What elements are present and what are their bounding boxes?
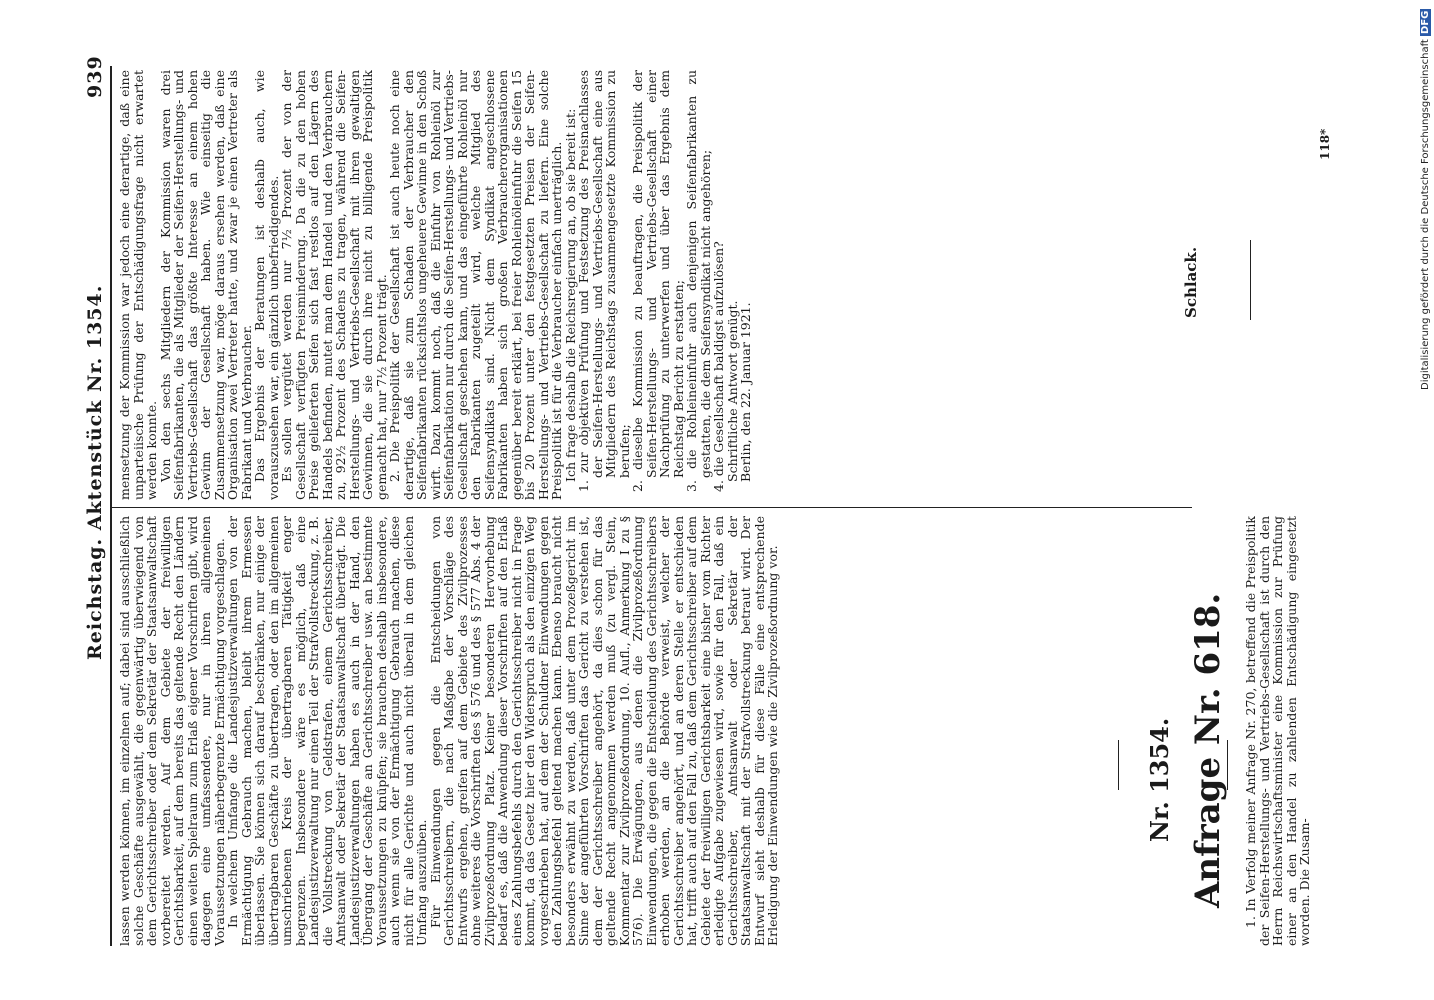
anfrage-text: [1244, 516, 1364, 946]
list-item: 1. zur objektiven Prüfung und Festsetzung des Preisnachlasses der Seifen-Herstellungs- und Vertriebs-Gesellschaft eine aus Mitgliedern des Reichstags zusammengesetzte Kommission zu berufen;: [576, 70, 632, 492]
page-number: 939: [84, 55, 106, 98]
column-divider: [112, 507, 1192, 508]
answer-note: Schriftliche Antwort genügt.: [724, 300, 740, 482]
paragraph: mensetzung der Kommission war jedoch eine derartige, daß eine unparteiische Prüfung der Entschädigungsfrage nicht erwartet werden konnte.: [117, 70, 159, 500]
paragraph: 1. In Verfolg meiner Anfrage Nr. 270, betreffend die Preispolitik der Seifen-Herstellungs- und Vertriebs-Gesellschaft ist durch den Herrn Reichswirtschaftsminister eine Kommission zur Prüfung einer an den Handel zu zahlenden Entschädigung eingesetzt worden. Die Zusam-: [1243, 516, 1312, 946]
signature: Schlack.: [1182, 246, 1200, 318]
paragraph: Von den sechs Mitgliedern der Kommission waren drei Seifenfabrikanten, die als Mitglieder der Seifen-Herstellungs- und Vertriebs-Gesellschaft das größte Interesse an einem hohen Gewinn der Gesellschaft haben. Wie einseitig die Zusammensetzung war, möge daraus ersehen werden, daß eine Organisation zwei Vertreter hatte, und zwar je einen Vertreter als Fabrikant und Verbraucher.: [157, 70, 254, 500]
right-column: [118, 70, 1218, 500]
running-head: Reichstag. Aktenstück Nr. 1354.: [84, 284, 106, 660]
rule-short: [1118, 740, 1119, 790]
paragraph: 2. Die Preispolitik der Gesellschaft ist auch heute noch eine derartige, daß sie zum Schaden der Verbraucher den Seifenfabrikanten rücksichtslos ungeheuere Gewinne in den Schoß wirft. Dazu kommt noch, daß die Einfuhr von Rohleinöl zur Seifenfabrikation nur durch die Seifen-Herstellungs- und Vertriebs-Gesellschaft geschehen kann, und das eingeführte Rohleinöl nur den Fabrikanten zugeteilt wird, welche Mitglied des Seifensyndikats sind. Nicht dem Syndikat angeschlossene Fabrikanten haben sich großen Verbraucherorganisationen gegenüber bereit erklärt, bei freier Rohleinöleinfuhr die Seifen 15 bis 20 Prozent unter den festgesetzten Preisen der Seifen-Herstellungs- und Vertriebs-Gesellschaft zu liefern. Eine solche Preispolitik ist für die Verbraucher einfach unerträglich.: [387, 70, 564, 500]
list-item: 3. die Rohleineinfuhr auch denjenigen Seifenfabrikanten zu gestatten, die dem Seifensyndikat nicht angehören;: [684, 70, 713, 492]
paragraph: Das Ergebnis der Beratungen ist deshalb auch, wie vorauszusehen war, ein gänzlich unbefriedigendes.: [252, 70, 281, 500]
paragraph: In welchem Umfange die Landesjustizverwaltungen von der Ermächtigung Gebrauch machen, bleibt ihrem Ermessen überlassen. Sie können sich darauf beschränken, nur einige der übertragbaren Geschäfte zu übertragen, oder den im allgemeinen umschriebenen Kreis der übertragbaren Tätigkeit enger begrenzen. Insbesondere wäre es möglich, daß eine Landesjustizverwaltung nur einen Teil der Strafvollstreckung, z. B. die Vollstreckung von Geldstrafen, einem Gerichtsschreiber, Amtsanwalt oder Sekretär der Staatsanwaltschaft überträgt. Die Landesjustizverwaltungen haben es auch in der Hand, den Übergang der Geschäfte an Gerichtsschreiber usw. an bestimmte Voraussetzungen zu knüpfen; sie brauchen deshalb insbesondere, auch wenn sie von der Ermächtigung Gebrauch machen, diese nicht für alle Gerichte und auch nicht überall in dem gleichen Umfang auszuüben.: [225, 516, 429, 946]
dfg-logo: DFG: [1420, 10, 1431, 34]
sheet-mark: 118*: [1318, 128, 1332, 160]
date-line: Berlin, den 22. Januar 1921.: [738, 302, 753, 482]
paragraph: Für Einwendungen gegen die Entscheidungen von Gerichtsschreibern, die nach Maßgabe der Vorschläge des Entwurfs ergehen, greifen auf dem Gebiete des Zivilprozesses ohne weiteres die Vorschriften des § 576 und des § 577 Abs. 4 der Zivilprozeßordnung Platz. Keiner besonderen Hervorhebung bedarf es, daß die Anwendung dieser Vorschriften auf den Erlaß eines Zahlungsbefehls durch den Gerichtsschreiber nicht in Frage kommt, da das Gesetz hier den Widerspruch als den einzigen Weg vorgeschrieben hat, auf dem der Schuldner Einwendungen gegen den Zahlungsbefehl geltend machen kann. Ebenso braucht nicht besonders erwähnt zu werden, daß unter dem Prozeßgericht im Sinne der angeführten Vorschriften das Gericht zu verstehen ist, dem der Gerichtsschreiber angehört, da dies schon für das geltende Recht angenommen werden muß (zu vergl. Stein, Kommentar zur Zivilprozeßordnung, 10. Aufl., Anmerkung I zu § 576). Die Erwägungen, aus denen die Zivilprozeßordnung Einwendungen, die gegen die Entscheidung des Gerichtsschreibers erhoben werden, an die Behörde verweist, welcher der Gerichtsschreiber angehört, und an deren Stelle er entschieden hat, trifft auch auf den Fall zu, daß dem Gerichtsschreiber auf dem Gebiete der freiwilligen Gerichtsbarkeit eine bisher vom Richter erledigte Aufgabe zugewiesen wird, sowie für den Fall, daß ein Gerichtsschreiber, Amtsanwalt oder Sekretär der Staatsanwaltschaft mit der Strafvollstreckung betraut wird. Der Entwurf sieht deshalb für diese Fälle eine entsprechende Erledigung der Einwendungen wie die Zivilprozeßordnung vor.: [427, 516, 780, 946]
list-item: 2. dieselbe Kommission zu beauftragen, die Preispolitik der Seifen-Herstellungs- und Vertriebs-Gesellschaft einer Nachprüfung zu unterwerfen und über das Ergebnis dem Reichstag Bericht zu erstatten;: [630, 70, 686, 492]
digitization-credit: [1420, 9, 1431, 390]
left-column: [118, 516, 1218, 946]
anfrage-title: Anfrage Nr. 618.: [1188, 592, 1228, 908]
closing-rule: [1250, 240, 1251, 320]
document-number: Nr. 1354.: [1145, 717, 1174, 842]
paragraph: Ich frage deshalb die Reichsregierung an, ob sie bereit ist:: [562, 108, 578, 482]
list-item: 4. die Gesellschaft baldigst aufzulösen?: [711, 241, 726, 492]
paragraph: Es sollen vergütet werden nur 7½ Prozent der von der Gesellschaft verfügten Preisminderung. Da die zu den hohen Preise gelieferten Seifen sich fast restlos auf den Lägern des Handels befinden, mutet man dem Handel und den Verbrauchern zu, 92½ Prozent des Schadens zu tragen, während die Seifen-Herstellungs- und Vertriebs-Gesellschaft mit ihren gewaltigen Gewinnen, die sie durch ihre nicht zu billigende Preispolitik gemacht hat, nur 7½ Prozent trägt.: [279, 70, 389, 500]
credit-text: Digitalisierung gefördert durch die Deutsche Forschungsgemeinschaft: [1420, 39, 1431, 390]
header-rule: [110, 66, 112, 946]
paragraph: lassen werden können, im einzelnen auf; dabei sind ausschließlich solche Geschäfte ausgewählt, die gegenwärtig überwiegend von dem Gerichtsschreiber oder dem Sekretär der Staatsanwaltschaft vorbereitet werden. Auf dem Gebiete der freiwilligen Gerichtsbarkeit, auf dem bereits das geltende Recht den Ländern einen weiten Spielraum zum Erlaß eigener Vorschriften gibt, wird dagegen eine umfassendere, nur in ihren allgemeinen Voraussetzungen näherbegrenzte Ermächtigung vorgeschlagen.: [117, 516, 227, 946]
